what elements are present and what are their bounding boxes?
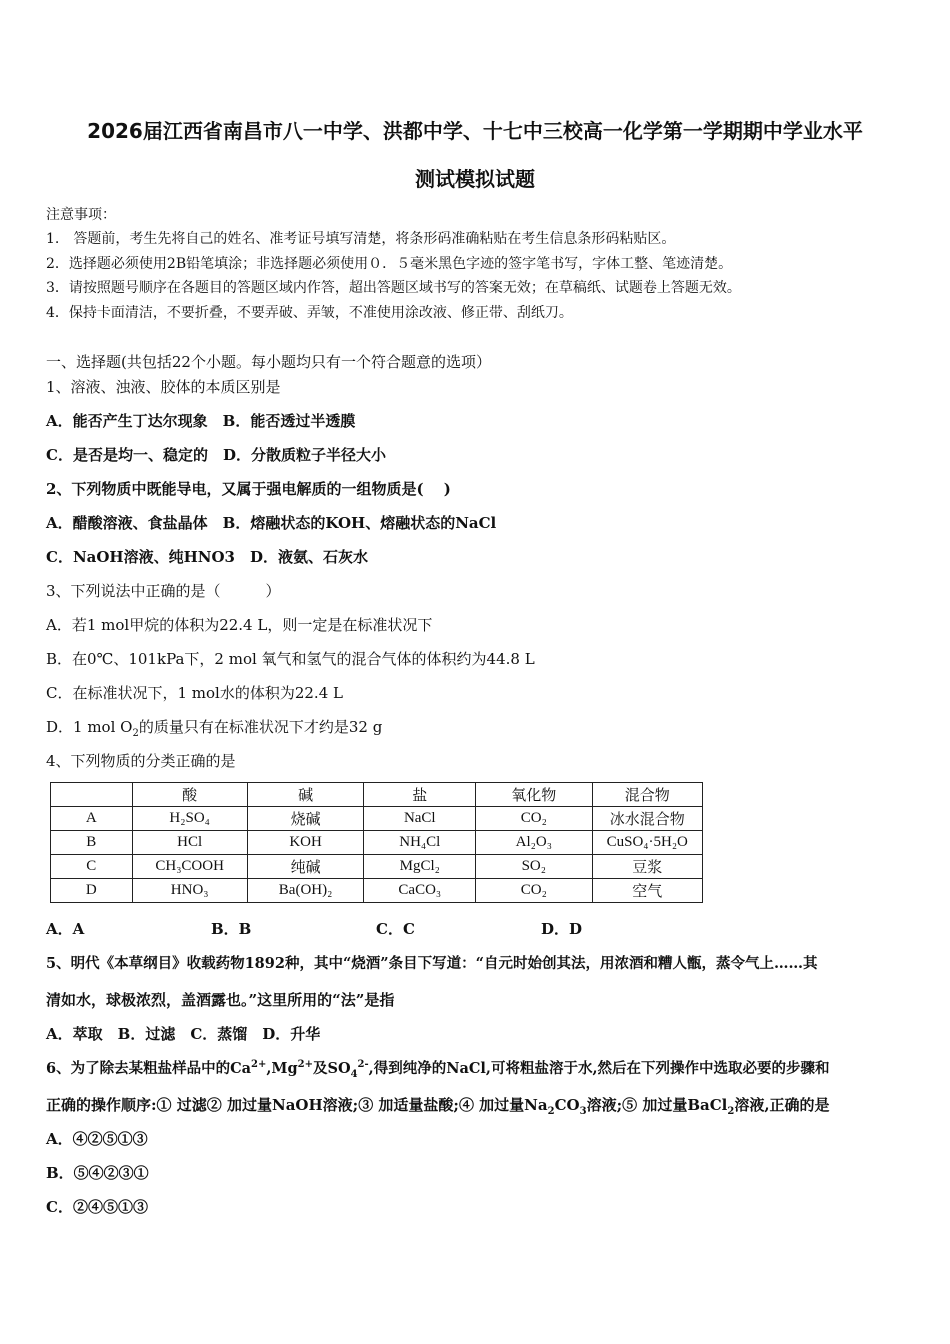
q4-option-b: B．B: [211, 920, 252, 938]
table-cell: KOH: [247, 831, 364, 855]
q3-option-d-pre: D．1 mol O: [46, 718, 133, 736]
q2-options-row2: C．NaOH溶液、纯HNO3 D．液氨、石灰水: [46, 548, 369, 566]
table-header-cell: [51, 783, 133, 807]
q1-stem: 1、溶液、浊液、胶体的本质区别是: [46, 378, 281, 396]
q3-option-d: [46, 716, 382, 739]
q3-option-c: C．在标准状况下，1 mol水的体积为22.4 L: [46, 684, 343, 702]
q6-stem-b: ,Mg: [266, 1060, 298, 1077]
table-cell: 空气: [592, 879, 702, 903]
table-cell: CuSO₄·5H₂O: [592, 831, 702, 855]
q6-option-a: A．④②⑤①③: [46, 1130, 148, 1148]
q3-option-d-sub: 2: [132, 728, 139, 739]
table-header-row: [51, 783, 703, 807]
q6-option-b: B．⑤④②③①: [46, 1164, 149, 1182]
q6-sup-mg: 2+: [297, 1059, 313, 1071]
q6-line2-b: CO: [554, 1096, 580, 1114]
q2-stem: 2、下列物质中既能导电，又属于强电解质的一组物质是( ): [46, 480, 451, 498]
q6-sub-so4: 4: [350, 1068, 358, 1080]
q6-sup-ca: 2+: [251, 1059, 267, 1071]
table-cell: CaCO₃: [364, 879, 476, 903]
q6-line2-sub2: 3: [579, 1106, 587, 1117]
table-cell: B: [51, 831, 133, 855]
table-cell: H₂SO₄: [132, 807, 247, 831]
table-cell: Al₂O₃: [476, 831, 592, 855]
table-row: [51, 879, 703, 903]
q5-stem: 5、明代《本草纲目》收载药物1892种，其中“烧酒”条目下写道：“自元时始创其法，用浓酒和糟人甑，蒸令气上……其: [46, 955, 818, 972]
table-cell: SO₂: [476, 855, 592, 879]
table-header-cell: 混合物: [592, 783, 702, 807]
table-cell: Ba(OH)₂: [247, 879, 364, 903]
table-cell: CH₃COOH: [132, 855, 247, 879]
notice-item-4: 4．保持卡面清洁，不要折叠，不要弄破、弄皱，不准使用涂改液、修正带、刮纸刀。: [46, 305, 573, 321]
q2-options-row1: A．醋酸溶液、食盐晶体 B．熔融状态的KOH、熔融状态的NaCl: [46, 514, 497, 532]
exam-title-line2: 测试模拟试题: [415, 167, 535, 191]
table-cell: HNO₃: [132, 879, 247, 903]
table-header-cell: 酸: [132, 783, 247, 807]
q3-stem: 3、下列说法中正确的是（ ）: [46, 582, 281, 600]
table-row: [51, 855, 703, 879]
q6-sup-so4: 2-: [357, 1059, 369, 1071]
q4-stem: 4、下列物质的分类正确的是: [46, 752, 236, 770]
q6-stem-c: 及SO: [312, 1060, 351, 1077]
q6-line2-sub1: 2: [547, 1106, 555, 1117]
table-cell: CO₂: [476, 807, 592, 831]
q6-line2-sub3: 2: [727, 1106, 735, 1117]
table-cell: HCl: [132, 831, 247, 855]
table-cell: NaCl: [364, 807, 476, 831]
notice-item-2: 2．选择题必须使用2B铅笔填涂；非选择题必须使用０．５毫米黑色字迹的签字笔书写，字体工整、笔迹清楚。: [46, 256, 733, 272]
exam-title-line1: 2026届江西省南昌市八一中学、洪都中学、十七中三校高一化学第一学期期中学业水平: [87, 119, 863, 143]
table-cell: D: [51, 879, 133, 903]
notice-heading: 注意事项：: [46, 207, 116, 223]
table-header-cell: 盐: [364, 783, 476, 807]
table-cell: MgCl₂: [364, 855, 476, 879]
q6-line2-d: 溶液,正确的是: [734, 1096, 830, 1114]
q3-option-b: B．在0℃、101kPa下，2 mol 氧气和氢气的混合气体的体积约为44.8 L: [46, 650, 535, 668]
notice-item-3: 3．请按照题号顺序在各题目的答题区域内作答，超出答题区域书写的答案无效；在草稿纸、试题卷上答题无效。: [46, 280, 741, 296]
q6-stem: [46, 1057, 830, 1080]
q6-stem-continued: [46, 1094, 830, 1117]
q5-options: A．萃取 B．过滤 C．蒸馏 D．升华: [46, 1025, 321, 1043]
table-row: [51, 807, 703, 831]
q1-options-row2: C．是否是均一、稳定的 D．分散质粒子半径大小: [46, 446, 386, 464]
table-cell: C: [51, 855, 133, 879]
table-cell: NH₄Cl: [364, 831, 476, 855]
q1-options-row1: A．能否产生丁达尔现象 B．能否透过半透膜: [46, 412, 356, 430]
notice-item-1: 1. 答题前，考生先将自己的姓名、准考证号填写清楚，将条形码准确粘贴在考生信息条形码粘贴区。: [46, 231, 676, 247]
q4-option-c: C．C: [376, 920, 415, 938]
table-cell: 豆浆: [592, 855, 702, 879]
q3-option-a: A．若1 mol甲烷的体积为22.4 L，则一定是在标准状况下: [46, 616, 433, 634]
q6-stem-a: 6、为了除去某粗盐样品中的Ca: [46, 1060, 252, 1077]
table-header-cell: 氧化物: [476, 783, 592, 807]
table-row: [51, 831, 703, 855]
q6-option-c: C．②④⑤①③: [46, 1198, 148, 1216]
table-cell: 烧碱: [247, 807, 364, 831]
q6-line2-a: 正确的操作顺序:① 过滤② 加过量NaOH溶液;③ 加适量盐酸;④ 加过量Na: [46, 1096, 548, 1114]
table-header-cell: 碱: [247, 783, 364, 807]
q6-line2-c: 溶液;⑤ 加过量BaCl: [586, 1096, 728, 1114]
q3-option-d-post: 的质量只有在标准状况下才约是32 g: [138, 718, 383, 736]
section-heading: 一、选择题(共包括22个小题。每小题均只有一个符合题意的选项）: [46, 353, 491, 371]
table-cell: CO₂: [476, 879, 592, 903]
q4-option-a: A．A: [46, 920, 85, 938]
table-cell: 冰水混合物: [592, 807, 702, 831]
table-cell: A: [51, 807, 133, 831]
q4-options: [46, 918, 582, 939]
q4-option-d: D．D: [541, 920, 583, 938]
classification-table: [50, 782, 703, 903]
q5-stem-continued: 清如水，球极浓烈，盖酒露也。”这里所用的“法”是指: [46, 991, 395, 1009]
q6-stem-d: ,得到纯净的NaCl,可将粗盐溶于水,然后在下列操作中选取必要的步骤和: [368, 1060, 830, 1077]
table-cell: 纯碱: [247, 855, 364, 879]
